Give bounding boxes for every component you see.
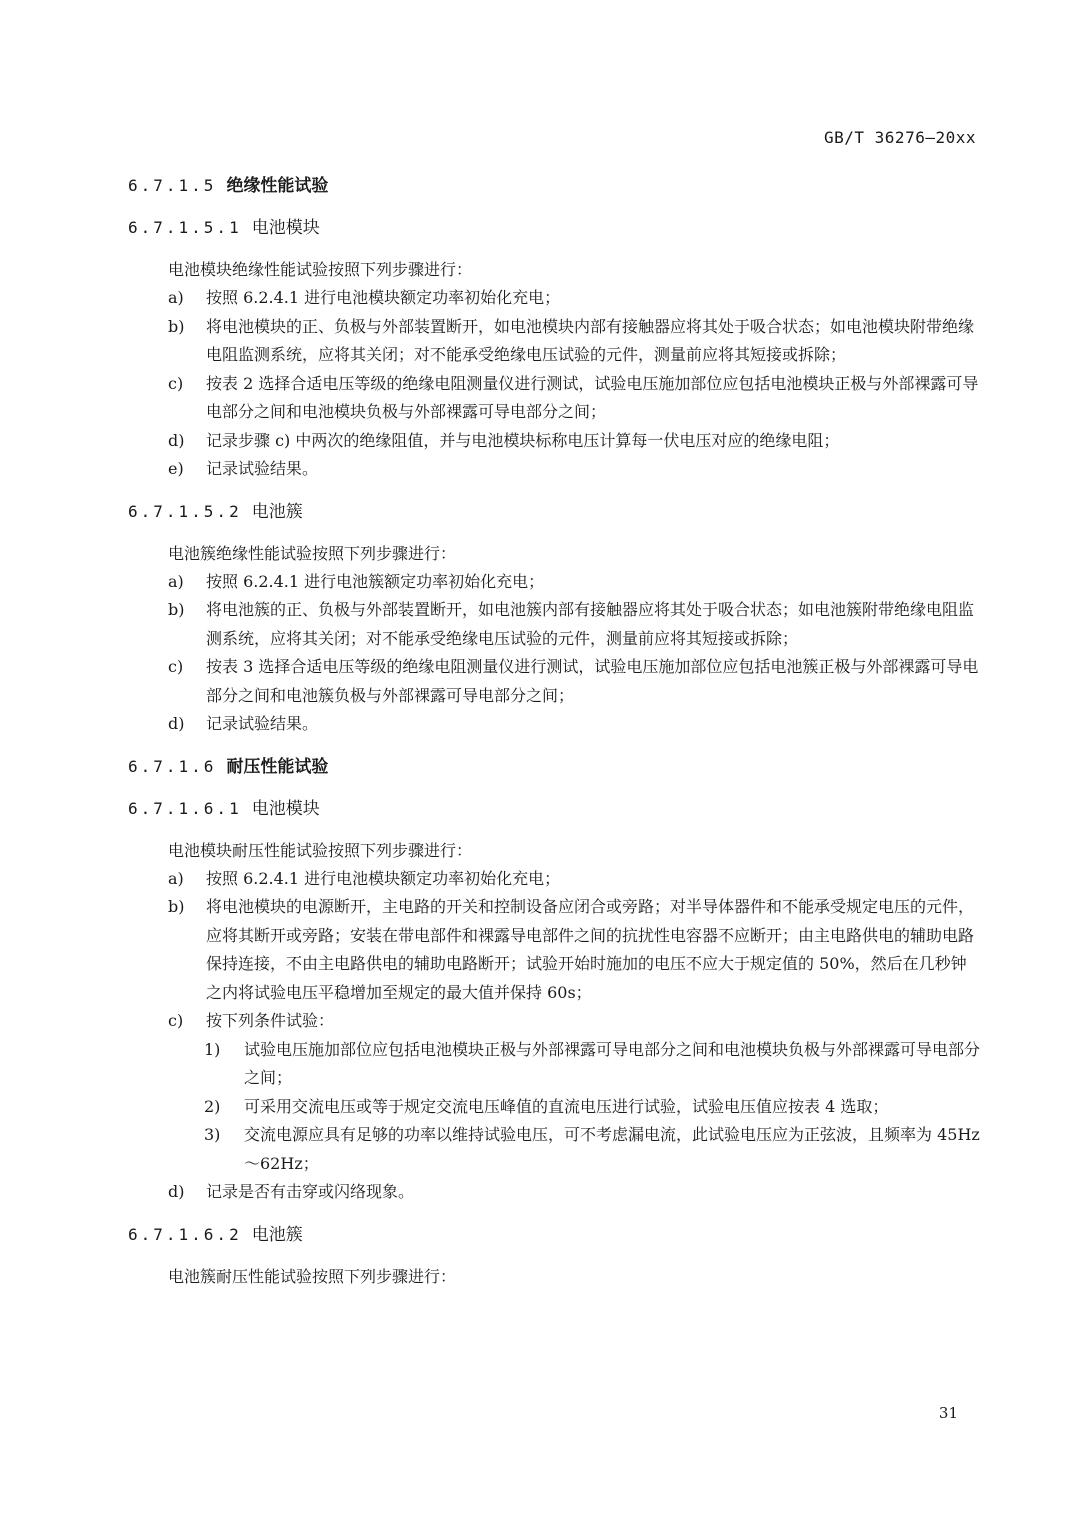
section-title: 电池簇 <box>251 501 303 522</box>
list-marker: a) <box>168 571 184 591</box>
document-code: GB/T 36276—20xx <box>824 128 976 147</box>
sub-list-item <box>128 1093 980 1122</box>
heading-battery-cluster-insulation <box>128 498 980 526</box>
heading-battery-module-withstand <box>128 795 980 823</box>
list-text: 记录试验结果。 <box>206 459 319 478</box>
heading-withstand-voltage-test <box>128 753 980 781</box>
list-item <box>128 568 980 597</box>
heading-battery-module-insulation <box>128 214 980 242</box>
section-number: 6.7.1.6 <box>128 756 217 776</box>
section-number: 6.7.1.5.1 <box>128 218 242 237</box>
list-item <box>128 710 980 739</box>
list-text: 记录是否有击穿或闪络现象。 <box>206 1182 415 1201</box>
list-marker: b) <box>168 897 185 916</box>
list-marker: 2) <box>204 1096 221 1116</box>
list-text: 将电池模块的正、负极与外部装置断开，如电池模块内部有接触器应将其处于吸合状态；如电池模块附带绝缘电阻监测系统，应将其关闭；对不能承受绝缘电压试验的元件，测量前应将其短接或拆除； <box>206 316 975 364</box>
section-number: 6.7.1.5.2 <box>128 501 242 521</box>
section-number: 6.7.1.6.2 <box>128 1224 242 1244</box>
list-text: 将电池模块的电源断开，主电路的开关和控制设备应闭合或旁路；对半导体器件和不能承受规定电压的元件，应将其断开或旁路；安装在带电部件和裸露导电部件之间的抗扰性电容器不应断开；由主电路供电的辅助电路保持连接，不由主电路供电的辅助电路断开；试验开始时施加的电压不应大于规定值的 50%，然后在几秒钟之内将试验电压平稳增加至规定的最大值并保持 60s； <box>206 897 975 1002</box>
intro-paragraph: 电池模块耐压性能试验按照下列步骤进行： <box>168 840 473 860</box>
section-body <box>128 256 980 484</box>
list-marker: c) <box>168 657 184 676</box>
list-text: 按下列条件试验： <box>206 1011 335 1030</box>
sub-list-item <box>128 1121 980 1178</box>
section-number: 6.7.1.5 <box>128 176 217 195</box>
list-text: 交流电源应具有足够的功率以维持试验电压，可不考虑漏电流，此试验电压应为正弦波，且频率为 45Hz～62Hz； <box>244 1125 980 1173</box>
section-body <box>128 540 980 739</box>
list-item <box>128 455 980 484</box>
list-text: 按照 6.2.4.1 进行电池模块额定功率初始化充电； <box>206 868 561 888</box>
list-text: 记录试验结果。 <box>206 714 319 733</box>
list-item <box>128 653 980 710</box>
section-title: 电池簇 <box>251 1224 303 1245</box>
page-number: 31 <box>938 1404 958 1422</box>
list-marker: 3) <box>204 1125 221 1144</box>
heading-battery-cluster-withstand <box>128 1221 980 1249</box>
list-marker: e) <box>168 459 184 478</box>
heading-insulation-test <box>128 172 980 200</box>
intro-paragraph: 电池簇绝缘性能试验按照下列步骤进行： <box>168 543 457 563</box>
list-marker: c) <box>168 1011 184 1030</box>
list-marker: 1) <box>204 1039 221 1059</box>
section-title: 耐压性能试验 <box>226 756 329 777</box>
list-item <box>128 893 980 1007</box>
section-number: 6.7.1.6.1 <box>128 798 242 818</box>
section-title: 绝缘性能试验 <box>226 176 329 196</box>
list-item <box>128 596 980 653</box>
list-marker: d) <box>168 1182 185 1201</box>
list-item <box>128 427 980 456</box>
list-item <box>128 1178 980 1207</box>
list-marker: a) <box>168 288 184 307</box>
list-text: 将电池簇的正、负极与外部装置断开，如电池簇内部有接触器应将其处于吸合状态；如电池簇附带绝缘电阻监测系统，应将其关闭；对不能承受绝缘电压试验的元件，测量前应将其短接或拆除； <box>206 600 975 648</box>
list-text: 按表 2 选择合适电压等级的绝缘电阻测量仪进行测试，试验电压施加部位应包括电池模块正极与外部裸露可导电部分之间和电池模块负极与外部裸露可导电部分之间； <box>206 373 979 421</box>
section-title: 电池模块 <box>251 798 320 819</box>
section-title: 电池模块 <box>251 218 320 238</box>
section-body <box>128 1263 980 1291</box>
sub-list-item <box>128 1036 980 1093</box>
list-text: 可采用交流电压或等于规定交流电压峰值的直流电压进行试验，试验电压值应按表 4 选取； <box>244 1096 889 1116</box>
list-marker: d) <box>168 714 185 733</box>
list-text: 记录步骤 c) 中两次的绝缘阻值，并与电池模块标称电压计算每一伏电压对应的绝缘电阻； <box>206 430 840 450</box>
document-body <box>128 172 980 1305</box>
list-item <box>128 865 980 894</box>
list-marker: c) <box>168 373 184 393</box>
list-text: 试验电压施加部位应包括电池模块正极与外部裸露可导电部分之间和电池模块负极与外部裸露可导电部分之间； <box>244 1039 981 1087</box>
list-text: 按表 3 选择合适电压等级的绝缘电阻测量仪进行测试，试验电压施加部位应包括电池簇正极与外部裸露可导电部分之间和电池簇负极与外部裸露可导电部分之间； <box>206 657 979 705</box>
list-text: 按照 6.2.4.1 进行电池簇额定功率初始化充电； <box>206 571 545 591</box>
list-item <box>128 1007 980 1036</box>
intro-paragraph: 电池簇耐压性能试验按照下列步骤进行： <box>168 1266 457 1286</box>
list-item <box>128 313 980 370</box>
list-marker: b) <box>168 600 185 619</box>
list-marker: d) <box>168 430 185 450</box>
list-marker: b) <box>168 316 185 336</box>
section-body <box>128 837 980 1207</box>
intro-paragraph: 电池模块绝缘性能试验按照下列步骤进行： <box>168 260 473 279</box>
list-text: 按照 6.2.4.1 进行电池模块额定功率初始化充电； <box>206 288 561 307</box>
list-item <box>128 284 980 313</box>
list-item <box>128 370 980 427</box>
list-marker: a) <box>168 868 184 888</box>
